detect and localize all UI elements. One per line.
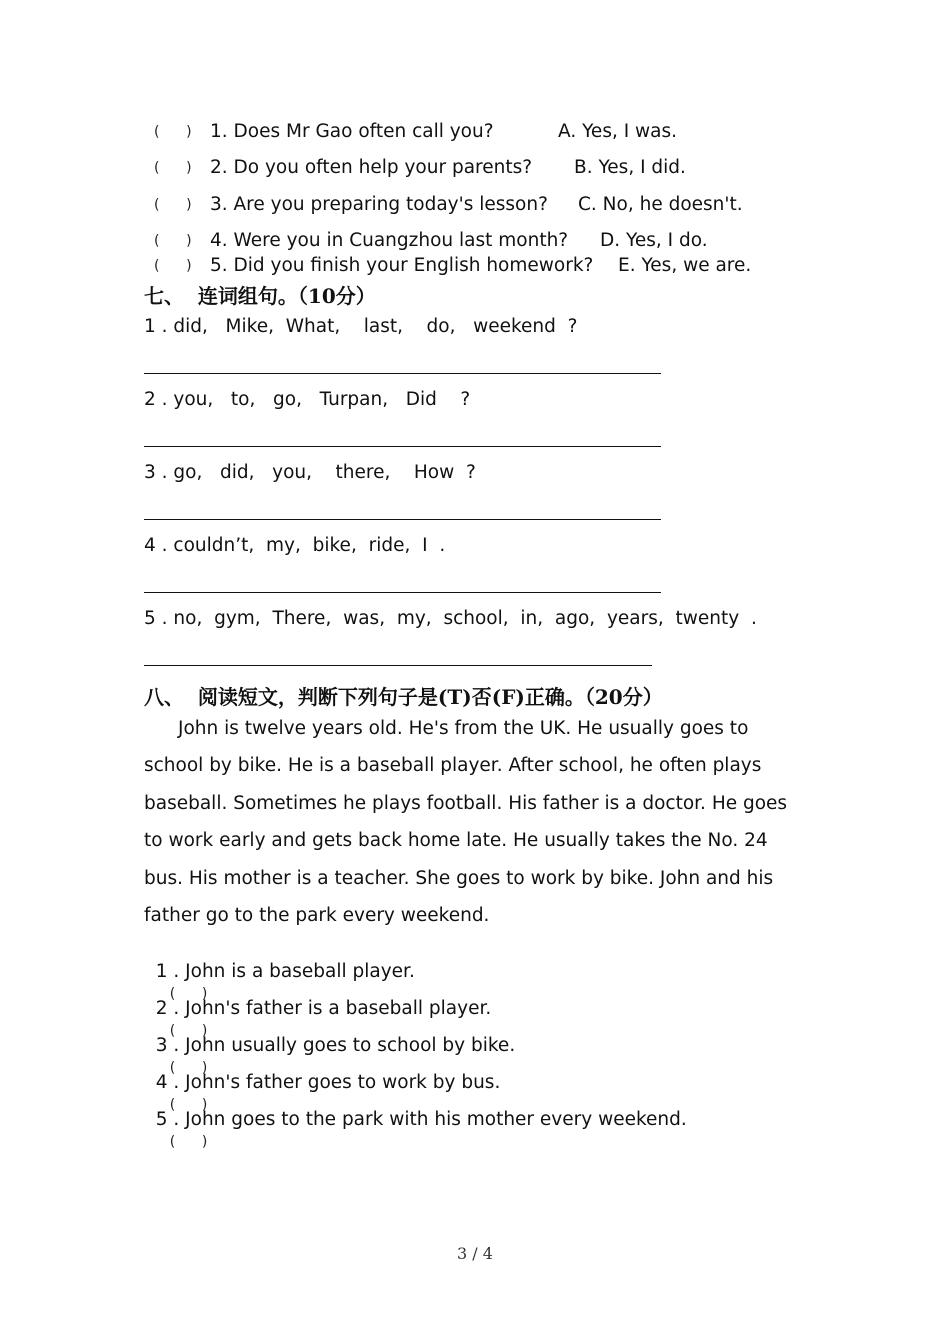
word-order-item: 3 . go, did, you, there, How ? [144, 462, 476, 483]
question-text: 1. Does Mr Gao often call you? [210, 121, 494, 142]
section-7-title: 七、 连词组句。（10分） [144, 284, 376, 308]
word-order-item: 5 . no, gym, There, was, my, school, in, ago, years, twenty . [144, 608, 757, 629]
statement-text: 1 . John is a baseball player. [155, 961, 415, 982]
answer-blank[interactable]: ( ) [169, 1134, 208, 1150]
answer-option: C. No, he doesn't. [578, 194, 743, 215]
answer-option: B. Yes, I did. [574, 157, 686, 178]
answer-blank[interactable]: ( ) [154, 160, 192, 176]
answer-blank[interactable]: ( ) [169, 986, 208, 1002]
answer-option: E. Yes, we are. [618, 255, 752, 276]
answer-blank[interactable]: ( ) [154, 258, 192, 274]
answer-line[interactable] [144, 446, 661, 447]
answer-blank[interactable]: ( ) [169, 1023, 208, 1039]
word-order-item: 1 . did, Mike, What, last, do, weekend ? [144, 316, 578, 337]
section-8-title: 八、 阅读短文，判断下列句子是(T)否(F)正确。（20分） [144, 685, 663, 709]
statement-text: 5 . John goes to the park with his mother every weekend. [155, 1109, 687, 1130]
reading-passage: John is twelve years old. He's from the UK. He usually goes to school by bike. He is a baseball player. After school, he often plays baseball. Sometimes he plays football. His father is a doctor. He goes to work early and gets back home late. He usually takes the No. 24 bus. His mother is a teacher. She goes to work by bike. John and his father go to the park every weekend. [144, 718, 788, 927]
question-text: 3. Are you preparing today's lesson? [210, 194, 548, 215]
answer-blank[interactable]: ( ) [169, 1097, 208, 1113]
answer-option: D. Yes, I do. [600, 230, 708, 251]
answer-blank[interactable]: ( ) [154, 233, 192, 249]
answer-blank[interactable]: ( ) [154, 197, 192, 213]
word-order-item: 2 . you, to, go, Turpan, Did ? [144, 389, 471, 410]
answer-option: A. Yes, I was. [558, 121, 678, 142]
word-order-item: 4 . couldn’t, my, bike, ride, I . [144, 535, 446, 556]
question-text: 4. Were you in Cuangzhou last month? [210, 230, 569, 251]
statement-item [144, 1088, 687, 1151]
answer-line[interactable] [144, 373, 661, 374]
answer-line[interactable] [144, 592, 661, 593]
question-text: 5. Did you finish your English homework? [210, 255, 594, 276]
answer-line[interactable] [144, 665, 652, 666]
statement-text: 3 . John usually goes to school by bike. [155, 1035, 516, 1056]
answer-blank[interactable]: ( ) [169, 1060, 208, 1076]
statement-text: 4 . John's father goes to work by bus. [155, 1072, 501, 1093]
answer-blank[interactable]: ( ) [154, 124, 192, 140]
page-number: 3 / 4 [457, 1244, 493, 1263]
answer-line[interactable] [144, 519, 661, 520]
statement-text: 2 . John's father is a baseball player. [155, 998, 492, 1019]
question-text: 2. Do you often help your parents? [210, 157, 533, 178]
